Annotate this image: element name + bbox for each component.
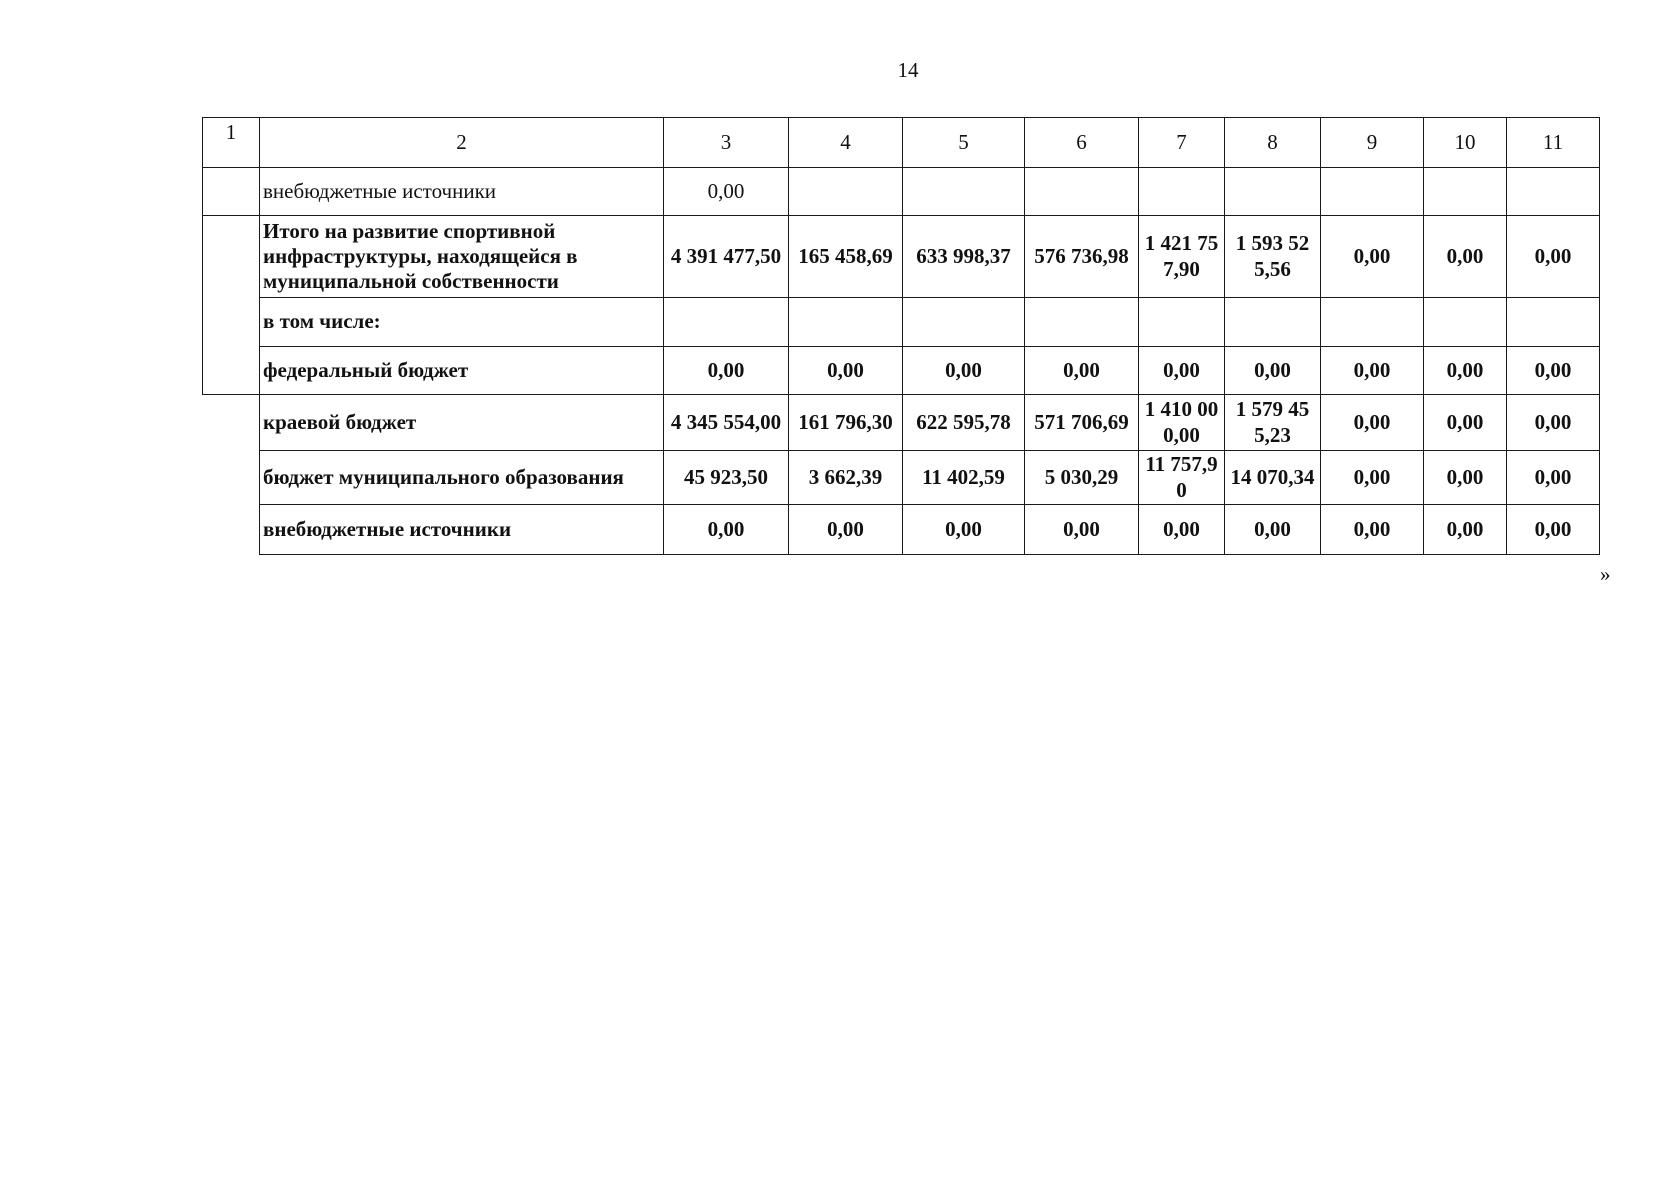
row-federal <box>203 347 1600 395</box>
value-cell: 1 421 757,90 <box>1139 216 1225 298</box>
value-cell: 0,00 <box>1424 505 1507 555</box>
value-cell <box>1507 168 1600 216</box>
row-label: Итого на развитие спортивной инфраструктуры, находящейся в муниципальной собственности <box>260 216 664 298</box>
empty-cell <box>203 451 260 505</box>
value-cell: 0,00 <box>1321 451 1424 505</box>
value-cell <box>1507 298 1600 347</box>
value-cell: 1 579 455,23 <box>1225 395 1321 451</box>
value-cell: 4 391 477,50 <box>664 216 789 298</box>
value-cell <box>1225 298 1321 347</box>
header-cell: 8 <box>1225 118 1321 168</box>
value-cell: 576 736,98 <box>1025 216 1139 298</box>
value-cell: 0,00 <box>664 505 789 555</box>
row-municipal <box>203 451 1600 505</box>
value-cell: 1 410 000,00 <box>1139 395 1225 451</box>
value-cell: 11 402,59 <box>903 451 1025 505</box>
value-cell: 571 706,69 <box>1025 395 1139 451</box>
header-cell: 3 <box>664 118 789 168</box>
value-cell: 0,00 <box>1507 505 1600 555</box>
value-cell: 161 796,30 <box>789 395 903 451</box>
row-extrabudget-prev <box>203 168 1600 216</box>
value-cell: 3 662,39 <box>789 451 903 505</box>
value-cell <box>1424 298 1507 347</box>
row-label: бюджет муниципального образования <box>260 451 664 505</box>
value-cell: 0,00 <box>664 347 789 395</box>
row-label: внебюджетные источники <box>260 505 664 555</box>
row-label: в том числе: <box>260 298 664 347</box>
value-cell <box>903 298 1025 347</box>
header-cell: 7 <box>1139 118 1225 168</box>
header-cell: 2 <box>260 118 664 168</box>
value-cell: 622 595,78 <box>903 395 1025 451</box>
value-cell: 0,00 <box>1507 216 1600 298</box>
value-cell: 1 593 525,56 <box>1225 216 1321 298</box>
row-including <box>203 298 1600 347</box>
value-cell: 0,00 <box>1507 395 1600 451</box>
header-cell: 1 <box>203 118 260 168</box>
value-cell: 0,00 <box>903 505 1025 555</box>
row-regional <box>203 395 1600 451</box>
value-cell: 11 757,90 <box>1139 451 1225 505</box>
header-cell: 9 <box>1321 118 1424 168</box>
value-cell: 0,00 <box>1225 347 1321 395</box>
value-cell: 0,00 <box>1424 395 1507 451</box>
value-cell: 45 923,50 <box>664 451 789 505</box>
row-total <box>203 216 1600 298</box>
header-cell: 6 <box>1025 118 1139 168</box>
row-number-cell <box>203 216 260 395</box>
value-cell <box>1025 298 1139 347</box>
empty-cell <box>203 505 260 555</box>
row-extrabudget <box>203 505 1600 555</box>
value-cell: 0,00 <box>1321 395 1424 451</box>
value-cell: 165 458,69 <box>789 216 903 298</box>
value-cell: 0,00 <box>1321 216 1424 298</box>
value-cell <box>1321 298 1424 347</box>
value-cell: 0,00 <box>1321 505 1424 555</box>
value-cell: 0,00 <box>789 505 903 555</box>
value-cell: 0,00 <box>1025 505 1139 555</box>
row-label: внебюджетные источники <box>260 168 664 216</box>
value-cell <box>664 298 789 347</box>
value-cell: 0,00 <box>1424 451 1507 505</box>
header-row <box>203 118 1600 168</box>
row-label: краевой бюджет <box>260 395 664 451</box>
value-cell <box>1025 168 1139 216</box>
value-cell: 0,00 <box>1225 505 1321 555</box>
value-cell: 0,00 <box>1025 347 1139 395</box>
header-cell: 11 <box>1507 118 1600 168</box>
value-cell <box>789 168 903 216</box>
value-cell <box>1424 168 1507 216</box>
value-cell: 0,00 <box>1424 347 1507 395</box>
closing-quote: » <box>1600 562 1611 586</box>
row-number-cell <box>203 168 260 216</box>
value-cell: 4 345 554,00 <box>664 395 789 451</box>
value-cell: 0,00 <box>1507 451 1600 505</box>
value-cell <box>1321 168 1424 216</box>
value-cell: 0,00 <box>664 168 789 216</box>
value-cell <box>789 298 903 347</box>
value-cell: 0,00 <box>789 347 903 395</box>
value-cell <box>1139 168 1225 216</box>
header-cell: 4 <box>789 118 903 168</box>
value-cell: 0,00 <box>903 347 1025 395</box>
budget-table <box>202 117 1600 555</box>
value-cell: 5 030,29 <box>1025 451 1139 505</box>
value-cell: 0,00 <box>1321 347 1424 395</box>
value-cell: 0,00 <box>1507 347 1600 395</box>
value-cell: 14 070,34 <box>1225 451 1321 505</box>
value-cell: 633 998,37 <box>903 216 1025 298</box>
empty-cell <box>203 395 260 451</box>
value-cell: 0,00 <box>1139 505 1225 555</box>
value-cell <box>903 168 1025 216</box>
value-cell: 0,00 <box>1424 216 1507 298</box>
header-cell: 5 <box>903 118 1025 168</box>
value-cell: 0,00 <box>1139 347 1225 395</box>
value-cell <box>1139 298 1225 347</box>
row-label: федеральный бюджет <box>260 347 664 395</box>
page-number: 14 <box>897 58 919 82</box>
value-cell <box>1225 168 1321 216</box>
header-cell: 10 <box>1424 118 1507 168</box>
